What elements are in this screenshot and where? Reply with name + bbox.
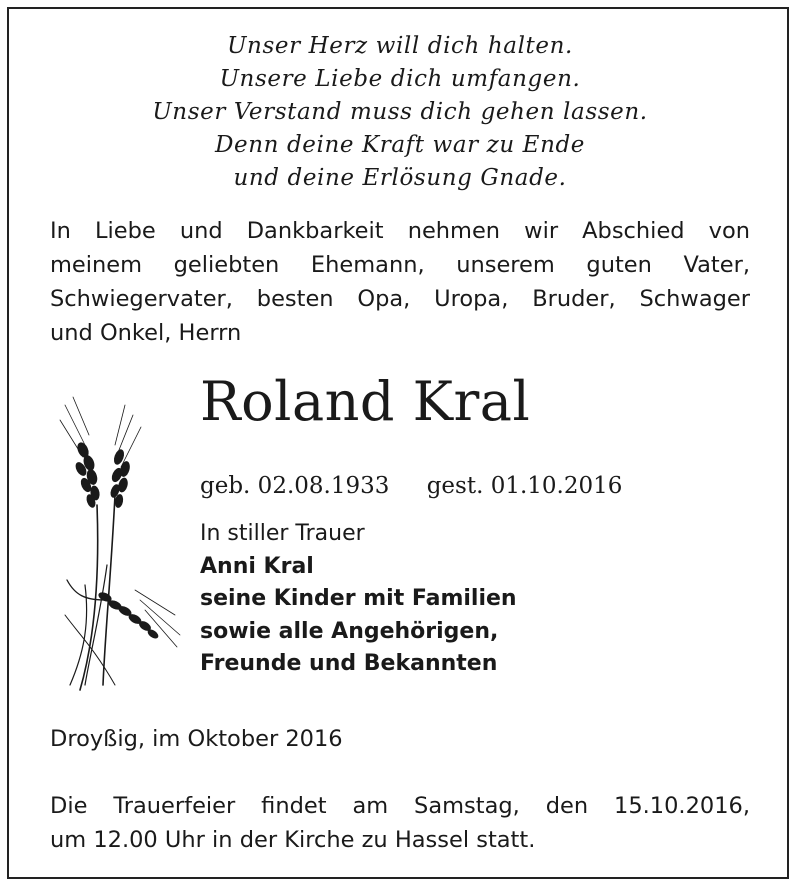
birth-date: geb. 02.08.1933 [200,473,390,499]
poem-line: Denn deine Kraft war zu Ende [214,132,586,158]
mourners-heading: In stiller Trauer [200,521,365,546]
intro-line: In Liebe und Dankbarkeit nehmen wir Abschied von [50,218,750,244]
service-line: Die Trauerfeier findet am Samstag, den 15.10.2016, [50,793,750,819]
poem-line: Unser Verstand muss dich gehen lassen. [152,99,648,125]
mourner-name: seine Kinder mit Familien [200,586,517,611]
deceased-name: Roland Kral [200,370,531,433]
mourner-name: sowie alle Angehörigen, [200,618,499,644]
intro-line: meinem geliebten Ehemann, unserem guten Vater, [50,252,750,278]
poem [20,30,780,195]
mourner-name: Anni Kral [200,553,314,579]
poem-line: und deine Erlösung Gnade. [233,165,567,191]
mourners-block [200,518,517,681]
death-date: gest. 01.10.2016 [426,473,623,499]
service-info [50,789,750,857]
intro-line: und Onkel, Herrn [50,320,242,346]
intro-line: Schwiegervater, besten Opa, Uropa, Bruder, Schwager [50,286,750,312]
service-line: um 12.00 Uhr in der Kirche zu Hassel statt. [50,827,536,853]
poem-line: Unser Herz will dich halten. [227,33,573,59]
life-dates [200,469,622,503]
intro-paragraph [50,214,750,350]
place-date: Droyßig, im Oktober 2016 [50,726,343,752]
mourner-name: Freunde und Bekannten [200,651,498,676]
wheat-ears-icon [45,385,185,695]
poem-line: Unsere Liebe dich umfangen. [219,66,581,92]
